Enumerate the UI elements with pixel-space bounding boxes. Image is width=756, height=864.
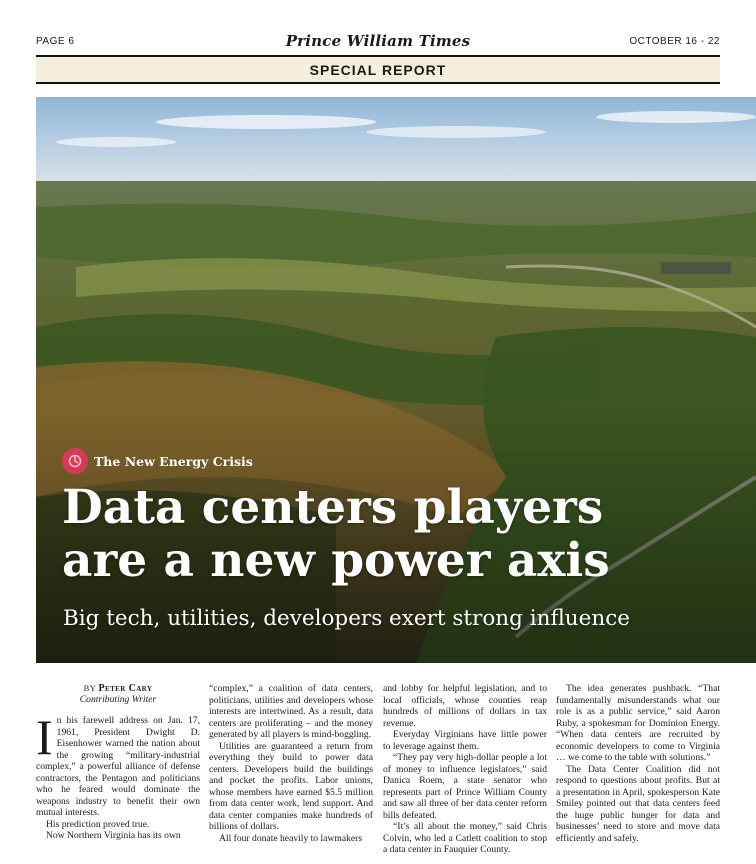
kicker-label: The New Energy Crisis [94, 453, 253, 469]
paragraph: Now Northern Virginia has its own [46, 830, 181, 841]
article-column-4 [556, 683, 720, 844]
headline-line-2: are a new power axis [62, 533, 610, 588]
article-column-3 [383, 683, 547, 856]
page-header [36, 32, 720, 54]
issue-date: OCTOBER 16 - 22 [629, 36, 720, 47]
paragraph: Utilities are guaranteed a return from everything they build to power data centers. Developers build the buildings and pocket the profits. Labor unions, whose members have earned $5.5 million from data center work, lend support. And data center companies make hundreds of billions of dollars. [209, 740, 373, 832]
paragraph: “It’s all about the money,” said Chris Colvin, who led a Catlett coalition to stop a data center in Fauquier County. [383, 821, 547, 855]
section-label: SPECIAL REPORT [309, 62, 447, 78]
kicker [62, 448, 253, 474]
paragraph: “complex,” a coalition of data centers, politicians, utilities and developers whose interests are intertwined. As a result, data centers are proliferating – and the money generated by all players is mind-boggling. [209, 683, 373, 740]
paragraph: The Data Center Coalition did not respond to questions about profits. But at a presentation in April, spokesperson Kate Smiley pointed out that data centers feed the huge public hunger for data and businesses’ need to store and move data efficiently and safely. [556, 763, 720, 844]
subheadline: Big tech, utilities, developers exert strong influence [63, 606, 630, 631]
paragraph: Everyday Virginians have little power to leverage against them. [383, 729, 547, 752]
paragraph: His prediction proved true. [46, 818, 150, 830]
paragraph: n his farewell address on Jan. 17, 1961, President Dwight D. Eisenhower warned the nation about the growing “military-industrial complex,” a powerful alliance of defense contractors, the Pentagon and politicians who he feared would dominate the weapons industry to benefit their own mutual interests. [36, 715, 200, 818]
masthead: Prince William Times [285, 32, 471, 50]
page-number: PAGE 6 [36, 36, 75, 47]
paragraph: “They pay very high-dollar people a lot of money to influence legislators,” said Danica Roem, a state senator who represents part of Prince William County and saw all three of her data center reform bills defeated. [383, 752, 547, 821]
paragraph: and lobby for helpful legislation, and to local officials, whose counties reap hundreds of millions of dollars in tax revenue. [383, 683, 547, 729]
article-body [36, 683, 720, 853]
article-column-2 [209, 683, 373, 844]
headline [62, 481, 742, 587]
byline [36, 683, 200, 694]
author-role: Contributing Writer [79, 694, 157, 705]
author-name: Peter Cary [98, 683, 153, 694]
drop-cap: I [36, 709, 53, 765]
energy-crisis-logo-icon [62, 448, 88, 474]
byline-prefix: BY [83, 683, 96, 693]
paragraph: All four donate heavily to lawmakers [219, 832, 363, 844]
paragraph: The idea generates pushback. “That fundamentally misunderstands what our role is as a public service,” said Aaron Ruby, a spokesman for Dominion Energy. “When data centers are recruited by economic developers to come to Virginia … we come to the table with solutions.” [556, 683, 720, 763]
headline-line-1: Data centers players [62, 480, 604, 535]
article-column-1 [36, 683, 200, 842]
section-banner [36, 55, 720, 84]
hero-photo [36, 97, 756, 663]
